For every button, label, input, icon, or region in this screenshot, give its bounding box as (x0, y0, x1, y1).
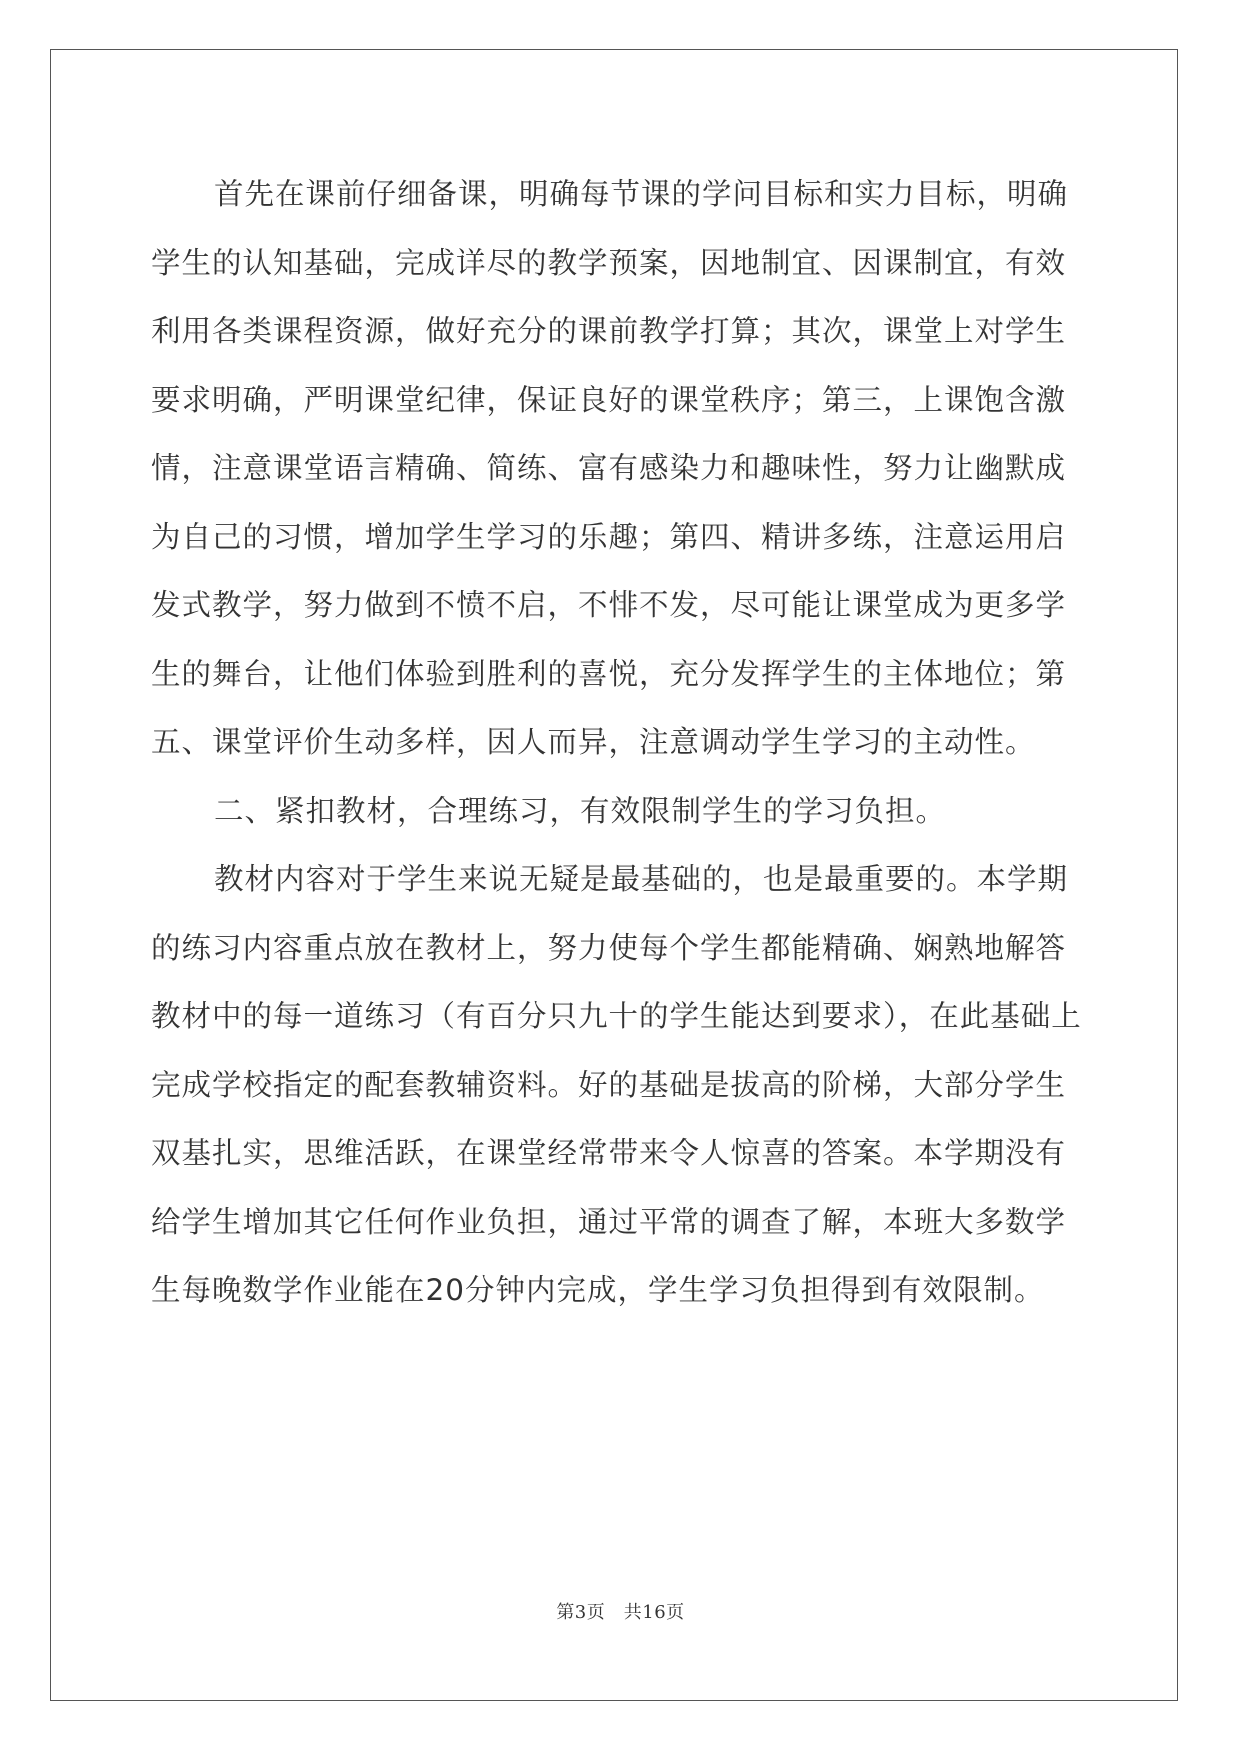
text-line: 利用各类课程资源，做好充分的课前教学打算；其次，课堂上对学生 (151, 314, 1067, 348)
text-line: 双基扎实，思维活跃，在课堂经常带来令人惊喜的答案。本学期没有 (151, 1136, 1067, 1170)
text-line: 发式教学，努力做到不愤不启，不悱不发，尽可能让课堂成为更多学 (151, 588, 1067, 622)
text-line: 首先在课前仔细备课，明确每节课的学问目标和实力目标，明确 (214, 177, 1069, 211)
text-line: 生的舞台，让他们体验到胜利的喜悦，充分发挥学生的主体地位；第 (151, 656, 1067, 691)
body-text (151, 160, 1085, 1325)
text-line: 情，注意课堂语言精确、简练、富有感染力和趣味性，努力让幽默成 (151, 451, 1067, 485)
text-line: 学生的认知基础，完成详尽的教学预案，因地制宜、因课制宜，有效 (151, 245, 1067, 280)
text-line: 为自己的习惯，增加学生学习的乐趣；第四、精讲多练，注意运用启 (151, 519, 1067, 554)
text-line: 完成学校指定的配套教辅资料。好的基础是拔高的阶梯，大部分学生 (151, 1067, 1067, 1102)
text-line: 教材内容对于学生来说无疑是最基础的，也是最重要的。本学期 (214, 862, 1069, 896)
text-line: 生每晚数学作业能在20分钟内完成，学生学习负担得到有效限制。 (151, 1273, 1045, 1307)
text-line: 的练习内容重点放在教材上，努力使每个学生都能精确、娴熟地解答 (151, 930, 1067, 965)
text-line: 二、紧扣教材，合理练习，有效限制学生的学习负担。 (214, 793, 947, 828)
text-line: 教材中的每一道练习（有百分只九十的学生能达到要求），在此基础上 (151, 999, 1082, 1033)
text-line: 五、课堂评价生动多样，因人而异，注意调动学生学习的主动性。 (151, 725, 1036, 759)
text-line: 给学生增加其它任何作业负担，通过平常的调查了解，本班大多数学 (151, 1204, 1067, 1239)
text-line: 要求明确，严明课堂纪律，保证良好的课堂秩序；第三，上课饱含激 (151, 382, 1067, 417)
page-number-footer: 第3页 共16页 (556, 1602, 685, 1623)
